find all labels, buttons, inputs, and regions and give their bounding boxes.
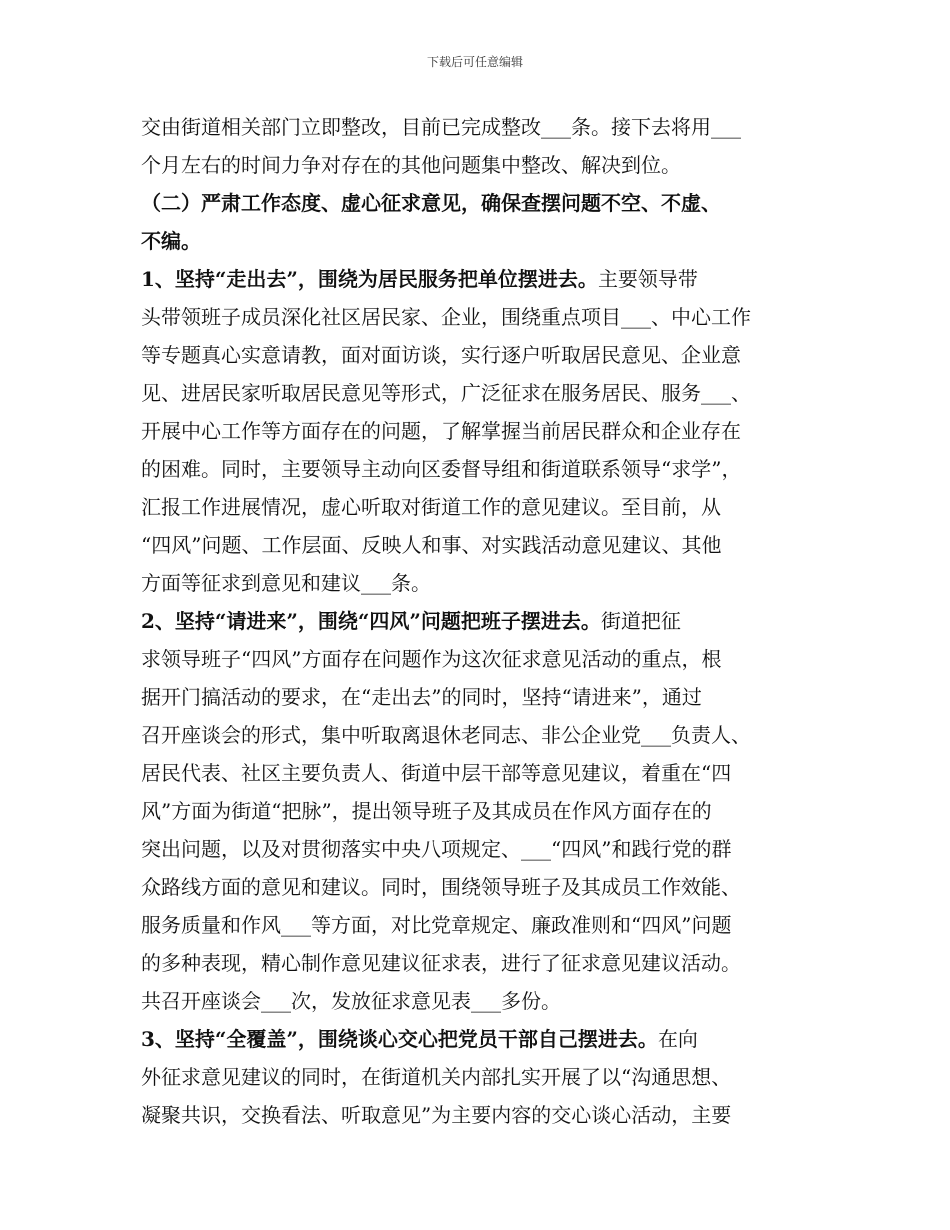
- body-text: 在向: [657, 1027, 698, 1051]
- text-line: [141, 602, 813, 640]
- fill-in-blank: ___: [711, 115, 741, 139]
- body-text: 汇报工作进展情况，虚心听取对街道工作的意见建议。至目前，从: [141, 495, 721, 519]
- text-line: [141, 792, 813, 830]
- body-text: “四风”问题、工作层面、反映人和事、对实践活动意见建议、其他: [141, 533, 722, 557]
- text-line: [141, 640, 813, 678]
- fill-in-blank: ___: [471, 989, 501, 1013]
- text-line: [141, 374, 813, 412]
- body-text: “四风”和践行党的群: [551, 837, 732, 861]
- fill-in-blank: ___: [521, 837, 551, 861]
- bold-heading-text: 1、坚持“走出去”，围绕为居民服务把单位摆进去。: [141, 267, 598, 291]
- body-text: 头带领班子成员深化社区居民家、企业，围绕重点项目: [141, 305, 621, 329]
- document-body: [141, 108, 813, 1134]
- body-text: 风”方面为街道“把脉”，提出领导班子及其成员在作风方面存在的: [141, 799, 712, 823]
- body-text: 交由街道相关部门立即整改，目前已完成整改: [141, 115, 541, 139]
- fill-in-blank: ___: [541, 115, 571, 139]
- text-line: [141, 678, 813, 716]
- body-text: 外征求意见建议的同时，在街道机关内部扎实开展了以“沟通思想、: [141, 1065, 732, 1089]
- fill-in-blank: ___: [261, 989, 291, 1013]
- bold-heading-text: 2、坚持“请进来”，围绕“四风”问题把班子摆进去。: [141, 609, 601, 633]
- fill-in-blank: ___: [621, 305, 651, 329]
- body-text: 开展中心工作等方面存在的问题，了解掌握当前居民群众和企业存在: [141, 419, 741, 443]
- body-text: 突出问题，以及对贯彻落实中央八项规定、: [141, 837, 521, 861]
- text-line: [141, 450, 813, 488]
- body-text: 等方面，对比党章规定、廉政准则和“四风”问题: [311, 913, 732, 937]
- text-line: [141, 336, 813, 374]
- body-text: 负责人、: [671, 723, 751, 747]
- bold-heading-text: （二）严肃工作态度、虚心征求意见，确保查摆问题不空、不虚、: [141, 191, 721, 215]
- text-line: [141, 488, 813, 526]
- text-line: [141, 108, 813, 146]
- body-text: 召开座谈会的形式，集中听取离退休老同志、非公企业党: [141, 723, 641, 747]
- text-line: [141, 906, 813, 944]
- body-text: 个月左右的时间力争对存在的其他问题集中整改、解决到位。: [141, 153, 681, 177]
- text-line: [141, 526, 813, 564]
- body-text: 主要领导带: [597, 267, 698, 291]
- body-text: 次，发放征求意见表: [291, 989, 471, 1013]
- fill-in-blank: ___: [361, 571, 391, 595]
- text-line: [141, 184, 813, 222]
- text-line: [141, 1096, 813, 1134]
- bold-heading-text: 3、坚持“全覆盖”，围绕谈心交心把党员干部自己摆进去。: [141, 1027, 658, 1051]
- text-line: [141, 944, 813, 982]
- text-line: [141, 260, 813, 298]
- page-header: 下载后可任意编辑: [426, 55, 523, 69]
- body-text: 条。接下去将用: [571, 115, 711, 139]
- body-text: 凝聚共识，交换看法、听取意见”为主要内容的交心谈心活动，主要: [141, 1103, 732, 1127]
- text-line: [141, 564, 813, 602]
- body-text: 条。: [391, 571, 431, 595]
- text-line: [141, 412, 813, 450]
- text-line: [141, 1020, 813, 1058]
- body-text: 、: [731, 381, 751, 405]
- body-text: 街道把征: [600, 609, 681, 633]
- text-line: [141, 830, 813, 868]
- body-text: 等专题真心实意请教，面对面访谈，实行逐户听取居民意见、企业意: [141, 343, 741, 367]
- body-text: 居民代表、社区主要负责人、街道中层干部等意见建议，着重在“四: [141, 761, 732, 785]
- text-line: [141, 982, 813, 1020]
- text-line: [141, 1058, 813, 1096]
- text-line: [141, 754, 813, 792]
- fill-in-blank: ___: [701, 381, 731, 405]
- body-text: 据开门搞活动的要求，在“走出去”的同时，坚持“请进来”，通过: [141, 685, 702, 709]
- body-text: 的困难。同时，主要领导主动向区委督导组和街道联系领导“求学”，: [141, 457, 742, 481]
- fill-in-blank: ___: [641, 723, 671, 747]
- text-line: [141, 298, 813, 336]
- fill-in-blank: ___: [281, 913, 311, 937]
- body-text: 见、进居民家听取居民意见等形式，广泛征求在服务居民、服务: [141, 381, 701, 405]
- body-text: 的多种表现，精心制作意见建议征求表，进行了征求意见建议活动。: [141, 951, 741, 975]
- text-line: [141, 146, 813, 184]
- text-line: [141, 222, 813, 260]
- body-text: 多份。: [501, 989, 561, 1013]
- text-line: [141, 868, 813, 906]
- body-text: 众路线方面的意见和建议。同时，围绕领导班子及其成员工作效能、: [141, 875, 741, 899]
- body-text: 共召开座谈会: [141, 989, 261, 1013]
- body-text: 、中心工作: [651, 305, 751, 329]
- body-text: 服务质量和作风: [141, 913, 281, 937]
- bold-heading-text: 不编。: [141, 229, 201, 253]
- text-line: [141, 716, 813, 754]
- body-text: 求领导班子“四风”方面存在问题作为这次征求意见活动的重点，根: [141, 647, 722, 671]
- body-text: 方面等征求到意见和建议: [141, 571, 361, 595]
